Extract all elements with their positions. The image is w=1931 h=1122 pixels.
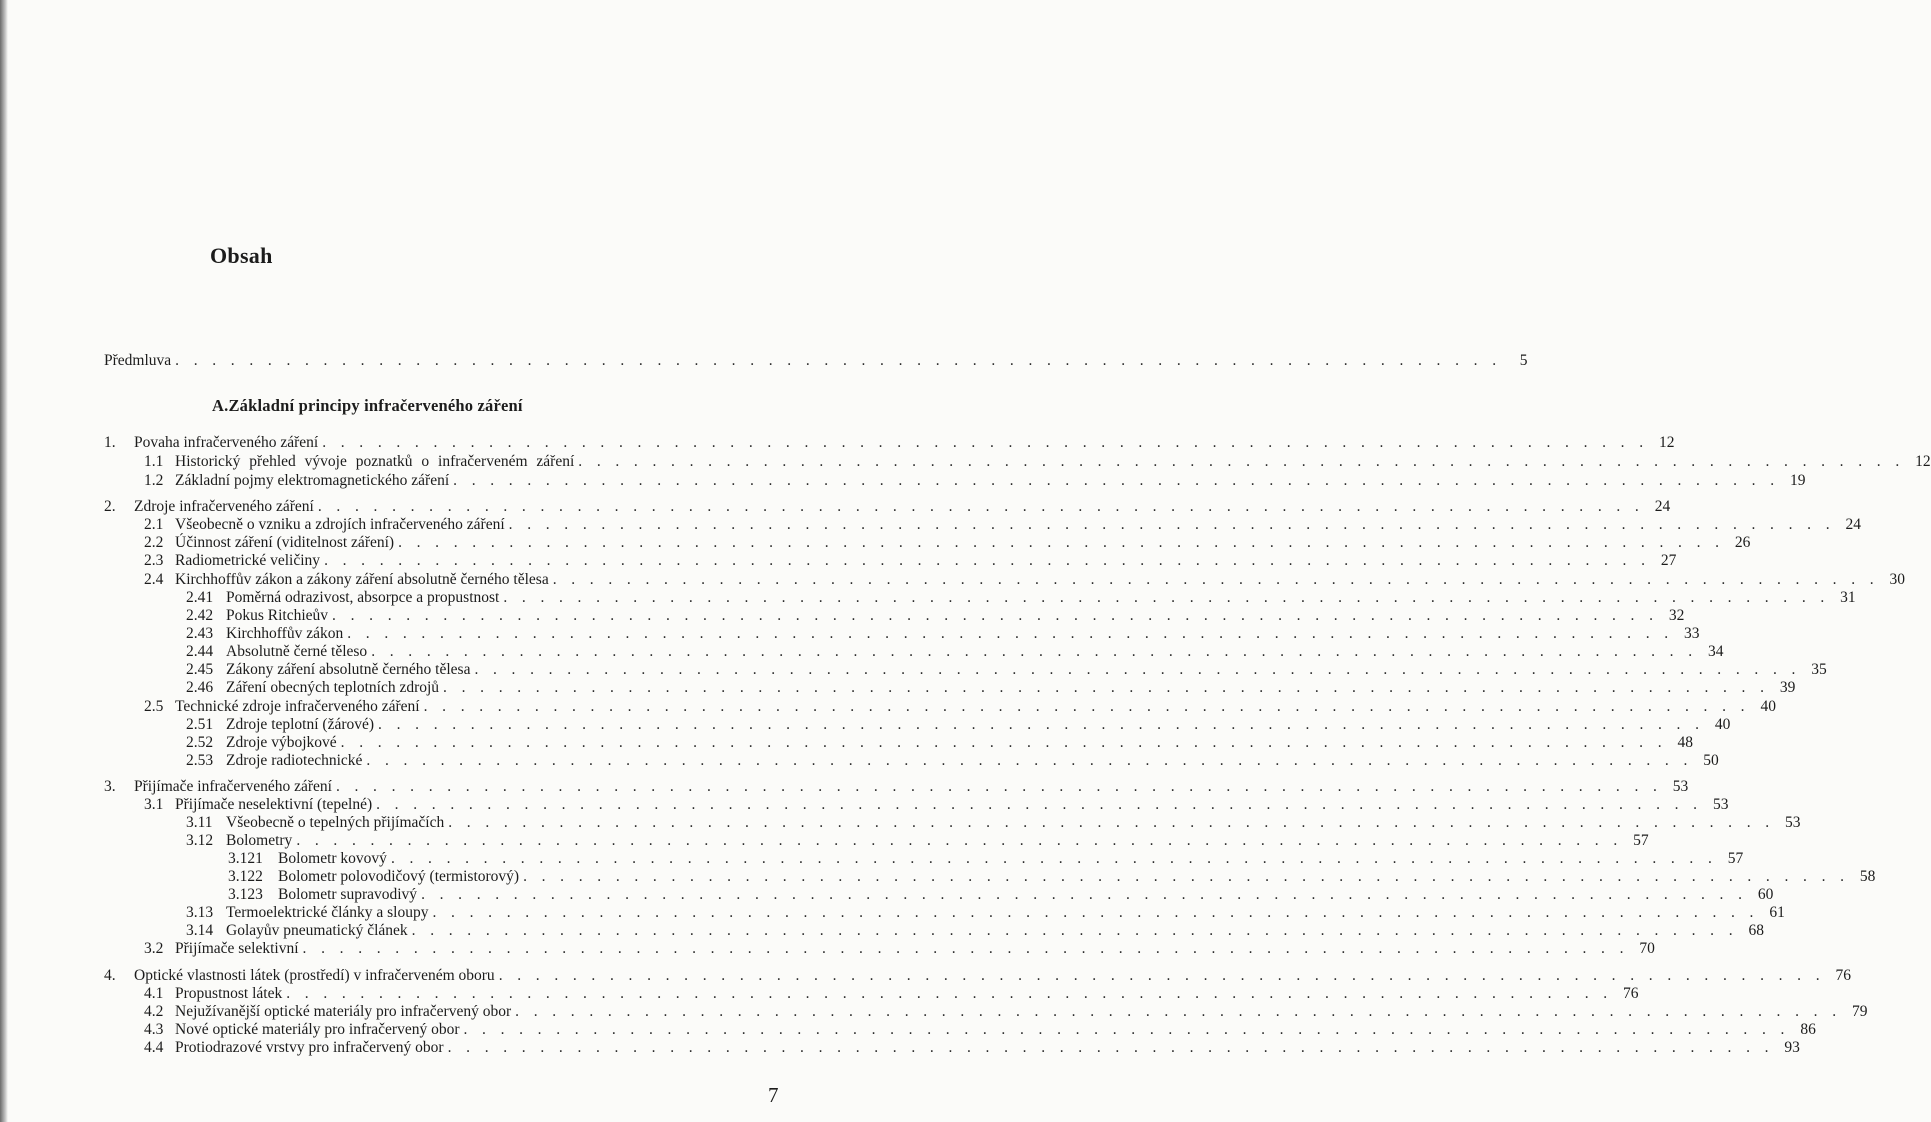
toc-entry-number: 3.2 bbox=[144, 940, 164, 957]
toc-entry-text: Zdroje výbojkové bbox=[226, 734, 337, 751]
toc-entry-number: 2.1 bbox=[144, 516, 164, 533]
toc-entry-number: 2.52 bbox=[186, 734, 214, 751]
page-number: 7 bbox=[768, 1083, 779, 1107]
toc-entry-page: 48 bbox=[1677, 734, 1693, 751]
toc-entry-number: 2.5 bbox=[144, 698, 164, 715]
toc-entry-number: 2.51 bbox=[186, 716, 214, 733]
toc-leader: . . . . . . . . . . . . . . . . . . . . . . . . . . . . . . . . . . . . . . . . . . . . . . . . . . . . . . . . . . . . . . . . . . . . . . . . bbox=[317, 498, 1645, 515]
toc-entry-number: 2.41 bbox=[186, 589, 214, 606]
toc-entry-text: Zákony záření absolutně černého tělesa bbox=[226, 661, 471, 678]
toc-entry-text: Všeobecně o tepelných přijímačích bbox=[226, 814, 445, 831]
toc-leader: . . . . . . . . . . . . . . . . . . . . . . . . . . . . . . . . . . . . . . . . . . . . . . . . . . . . . . . . . . . . . . . . . . . . . . . . bbox=[443, 679, 1770, 696]
toc-entry-text: Poměrná odrazivost, absorpce a propustnost bbox=[226, 589, 500, 606]
toc-section bbox=[104, 1002, 1868, 1021]
toc-leader: . . . . . . . . . . . . . . . . . . . . . . . . . . . . . . . . . . . . . . . . . . . . . . . . . . . . . . . . . . . . . . . . . . . . . . . . bbox=[286, 985, 1613, 1002]
toc-entry-number: 2.45 bbox=[186, 661, 214, 678]
toc-leader: . . . . . . . . . . . . . . . . . . . . . . . . . . . . . . . . . . . . . . . . . . . . . . . . . . . . . . . . . . . . . . . . . . . . . . . . bbox=[411, 922, 1738, 939]
toc-chapter bbox=[104, 433, 1675, 452]
toc-entry-text: Účinnost záření (viditelnost záření) bbox=[175, 534, 395, 551]
toc-leader: . . . . . . . . . . . . . . . . . . . . . . . . . . . . . . . . . . . . . . . . . . . . . . . . . . . . . . . . . . . . . . . . . . . . . . . . bbox=[371, 643, 1698, 660]
toc-section bbox=[104, 939, 1655, 958]
toc-entry-page: 93 bbox=[1784, 1039, 1800, 1056]
toc-entry-text: Zdroje teplotní (žárové) bbox=[226, 716, 375, 733]
toc-entry-text: Radiometrické veličiny bbox=[175, 552, 321, 569]
toc-entry-text: Bolometr polovodičový (termistorový) bbox=[278, 868, 520, 885]
toc-entry-text: Optické vlastnosti látek (prostředí) v infračerveném oboru bbox=[134, 967, 495, 984]
toc-entry-text: Historický přehled vývoje poznatků o infračerveném záření bbox=[175, 453, 575, 470]
toc-subsubsection bbox=[104, 867, 1876, 886]
toc-section bbox=[104, 1020, 1816, 1039]
toc-entry-page: 19 bbox=[1789, 472, 1806, 489]
toc-section bbox=[104, 570, 1906, 589]
toc-entry-page: 60 bbox=[1757, 886, 1774, 903]
toc-subsection bbox=[104, 831, 1649, 850]
toc-entry-text: Přijímače infračerveného záření bbox=[134, 778, 332, 795]
toc-leader: . . . . . . . . . . . . . . . . . . . . . . . . . . . . . . . . . . . . . . . . . . . . . . . . . . . . . . . . . . . . . . . . . . . . . . . . bbox=[376, 796, 1703, 813]
toc-entry-page: 53 bbox=[1712, 796, 1729, 813]
toc-entry-text: Termoelektrické články a sloupy bbox=[226, 904, 429, 921]
toc-subsection bbox=[104, 751, 1719, 770]
toc-leader: . . . . . . . . . . . . . . . . . . . . . . . . . . . . . . . . . . . . . . . . . . . . . . . . . . . . . . . . . . . . . . . . . . . . . . . . bbox=[515, 1003, 1842, 1020]
toc-leader: . . . . . . . . . . . . . . . . . . . . . . . . . . . . . . . . . . . . . . . . . . . . . . . . . . . . . . . . . . . . . . . . . . . . . . . . bbox=[508, 516, 1835, 533]
toc-entry-page: 30 bbox=[1889, 571, 1906, 588]
toc-entry-page: 39 bbox=[1779, 679, 1796, 696]
section-heading: A.Základní principy infračerveného záření bbox=[212, 396, 523, 415]
toc-leader: . . . . . . . . . . . . . . . . . . . . . . . . . . . . . . . . . . . . . . . . . . . . . . . . . . . . . . . . . . . . . . . . . . . . . . . . bbox=[347, 625, 1674, 642]
toc-entry-text: Základní pojmy elektromagnetického záření bbox=[175, 472, 450, 489]
toc-entry-page: 33 bbox=[1684, 625, 1700, 642]
toc-entry-number: 3.121 bbox=[228, 850, 263, 867]
toc-entry-page: 24 bbox=[1654, 498, 1671, 515]
toc-leader: . . . . . . . . . . . . . . . . . . . . . . . . . . . . . . . . . . . . . . . . . . . . . . . . . . . . . . . . . . . . . . . . . . . . . . . . bbox=[332, 607, 1659, 624]
toc-entry-text: Zdroje infračerveného záření bbox=[134, 498, 314, 515]
toc-section bbox=[104, 452, 1931, 471]
toc-entry-text: Bolometr supravodivý bbox=[278, 886, 418, 903]
toc-leader: . . . . . . . . . . . . . . . . . . . . . . . . . . . . . . . . . . . . . . . . . . . . . . . . . . . . . . . . . . . . . . . . . . . . . . . . bbox=[453, 472, 1780, 489]
toc-entry-number: 3.1 bbox=[144, 796, 164, 813]
toc-entry-number: 1.1 bbox=[144, 453, 164, 470]
toc-section bbox=[104, 533, 1751, 552]
toc-entry-number: 3.123 bbox=[228, 886, 263, 903]
toc-entry-text: Předmluva bbox=[104, 352, 172, 369]
toc-entry-text: Propustnost látek bbox=[175, 985, 283, 1002]
toc-entry-text: Golayův pneumatický článek bbox=[226, 922, 408, 939]
toc-entry-text: Nejužívanější optické materiály pro infračervený obor bbox=[175, 1003, 512, 1020]
toc-entry-text: Kirchhoffův zákon bbox=[226, 625, 344, 642]
toc-leader: . . . . . . . . . . . . . . . . . . . . . . . . . . . . . . . . . . . . . . . . . . . . . . . . . . . . . . . . . . . . . . . . . . . . . . . . bbox=[335, 778, 1663, 795]
toc-entry-number: 2.3 bbox=[144, 552, 164, 569]
toc-subsection bbox=[104, 733, 1693, 752]
toc-section bbox=[104, 471, 1806, 490]
toc-entry-page: 40 bbox=[1760, 698, 1776, 715]
toc-entry-page: 34 bbox=[1708, 643, 1724, 660]
toc-leader: . . . . . . . . . . . . . . . . . . . . . . . . . . . . . . . . . . . . . . . . . . . . . . . . . . . . . . . . . . . . . . . . . . . . . . . . bbox=[421, 886, 1748, 903]
toc-entry-page: 26 bbox=[1734, 534, 1751, 551]
toc-entry-page: 76 bbox=[1623, 985, 1639, 1002]
toc-entry-number: 4.3 bbox=[144, 1021, 164, 1038]
toc-section bbox=[104, 984, 1639, 1003]
toc-entry-page: 58 bbox=[1859, 868, 1876, 885]
toc-leader: . . . . . . . . . . . . . . . . . . . . . . . . . . . . . . . . . . . . . . . . . . . . . . . . . . . . . . . . . . . . . . . . . . . . . . . . bbox=[463, 1021, 1790, 1038]
toc-entry-page: 61 bbox=[1769, 904, 1785, 921]
toc-leader: . . . . . . . . . . . . . . . . . . . . . . . . . . . . . . . . . . . . . . . . . . . . . . . . . . . . . . . . . . . . . . . . . . . . . . . . bbox=[448, 814, 1775, 831]
toc-entry-text: Všeobecně o vzniku a zdrojích infračerveného záření bbox=[175, 516, 505, 533]
toc-section bbox=[104, 795, 1729, 814]
toc-entry-number: 4.1 bbox=[144, 985, 164, 1002]
toc-entry-page: 57 bbox=[1727, 850, 1744, 867]
toc-entry-text: Protiodrazové vrstvy pro infračervený obor bbox=[175, 1039, 444, 1056]
toc-entry-number: 2.53 bbox=[186, 752, 214, 769]
toc-entry-number: 4. bbox=[104, 967, 116, 984]
toc-section bbox=[104, 697, 1776, 716]
toc-entry-number: 2.4 bbox=[144, 571, 164, 588]
toc-leader: . . . . . . . . . . . . . . . . . . . . . . . . . . . . . . . . . . . . . . . . . . . . . . . . . . . . . . . . . . . . . . . . . . . . . . . . bbox=[340, 734, 1667, 751]
toc-subsection bbox=[104, 588, 1856, 607]
toc-entry-text: Nové optické materiály pro infračervený obor bbox=[175, 1021, 460, 1038]
toc-entry-number: 4.4 bbox=[144, 1039, 164, 1056]
toc-entry-page: 70 bbox=[1639, 940, 1655, 957]
toc-entry-page: 50 bbox=[1703, 752, 1719, 769]
toc-entry-number: 4.2 bbox=[144, 1003, 164, 1020]
toc-entry-page: 68 bbox=[1748, 922, 1764, 939]
toc-entry-text: Kirchhoffův zákon a zákony záření absolutně černého tělesa bbox=[175, 571, 549, 588]
toc-leader: . . . . . . . . . . . . . . . . . . . . . . . . . . . . . . . . . . . . . . . . . . . . . . . . . . . . . . . . . . . . . . . . . . . . . . . . bbox=[296, 832, 1623, 849]
toc-entry-text: Pokus Ritchieův bbox=[226, 607, 329, 624]
toc-entry-text: Záření obecných teplotních zdrojů bbox=[226, 679, 440, 696]
toc-leader: . . . . . . . . . . . . . . . . . . . . . . . . . . . . . . . . . . . . . . . . . . . . . . . . . . . . . . . . . . . . . . . . . . . . . . . . bbox=[578, 453, 1905, 470]
toc-subsubsection bbox=[104, 885, 1774, 904]
toc-entry-page: 24 bbox=[1845, 516, 1861, 533]
toc-subsection bbox=[104, 642, 1724, 661]
toc-entry-page: 12 bbox=[1659, 434, 1675, 451]
toc-subsection bbox=[104, 624, 1700, 643]
toc-entry-number: 1.2 bbox=[144, 472, 164, 489]
toc-leader: . . . . . . . . . . . . . . . . . . . . . . . . . . . . . . . . . . . . . . . . . . . . . . . . . . . . . . . . . . . . . . . . . . . . . . . . bbox=[552, 571, 1880, 588]
toc-entry-number: 3.122 bbox=[228, 868, 263, 885]
toc-subsection bbox=[104, 660, 1827, 679]
toc-subsection bbox=[104, 606, 1685, 625]
toc-entry-text: Přijímače neselektivní (tepelné) bbox=[175, 796, 373, 813]
toc-entry-page: 5 bbox=[1519, 352, 1528, 369]
toc-chapter bbox=[104, 966, 1852, 985]
toc-chapter bbox=[104, 777, 1689, 796]
toc-subsection bbox=[104, 903, 1785, 922]
toc-entry-number: 2.2 bbox=[144, 534, 164, 551]
toc-entry-number: 2.44 bbox=[186, 643, 214, 660]
page-title: Obsah bbox=[210, 243, 273, 268]
toc-entry-page: 57 bbox=[1633, 832, 1649, 849]
toc-entry-text: Absolutně černé těleso bbox=[226, 643, 368, 660]
toc-entry-page: 27 bbox=[1660, 552, 1677, 569]
toc-entry-page: 53 bbox=[1672, 778, 1689, 795]
toc-entry-page: 40 bbox=[1714, 716, 1731, 733]
toc-leader: . . . . . . . . . . . . . . . . . . . . . . . . . . . . . . . . . . . . . . . . . . . . . . . . . . . . . . . . . . . . . . . . . . . . . . . . bbox=[324, 552, 1651, 569]
toc-entry-number: 3.12 bbox=[186, 832, 214, 849]
toc-leader: . . . . . . . . . . . . . . . . . . . . . . . . . . . . . . . . . . . . . . . . . . . . . . . . . . . . . . . . . . . . . . . . . . . . . . . . bbox=[432, 904, 1759, 921]
toc-entry-page: 32 bbox=[1668, 607, 1685, 624]
toc-entry-number: 3.14 bbox=[186, 922, 214, 939]
toc-entry-number: 2. bbox=[104, 498, 116, 515]
toc-leader: . . . . . . . . . . . . . . . . . . . . . . . . . . . . . . . . . . . . . . . . . . . . . . . . . . . . . . . . . . . . . . . . . . . . . . . . bbox=[423, 698, 1750, 715]
toc-entry-text: Povaha infračerveného záření bbox=[134, 434, 319, 451]
toc-entry-number: 2.46 bbox=[186, 679, 214, 696]
toc-subsection bbox=[104, 715, 1731, 734]
toc-entry-text: Bolometry bbox=[226, 832, 293, 849]
toc-entry-number: 2.42 bbox=[186, 607, 214, 624]
toc-leader: . . . . . . . . . . . . . . . . . . . . . . . . . . . . . . . . . . . . . . . . . . . . . . . . . . . . . . . . . . . . . . . . . . . . . . . . bbox=[503, 589, 1830, 606]
toc-entry-number: 1. bbox=[104, 434, 116, 451]
toc-subsection bbox=[104, 813, 1801, 832]
toc-entry-page: 86 bbox=[1800, 1021, 1816, 1038]
toc-subsection bbox=[104, 678, 1796, 697]
toc-leader: . . . . . . . . . . . . . . . . . . . . . . . . . . . . . . . . . . . . . . . . . . . . . . . . . . . . . . . . . . . . . . . . . . . . . . . . bbox=[366, 752, 1693, 769]
toc-entry-page: 31 bbox=[1840, 589, 1856, 606]
toc-subsubsection bbox=[104, 849, 1744, 868]
toc-leader: . . . . . . . . . . . . . . . . . . . . . . . . . . . . . . . . . . . . . . . . . . . . . . . . . . . . . . . . . . . . . . . . . . . . . . . . bbox=[474, 661, 1801, 678]
toc-leader: . . . . . . . . . . . . . . . . . . . . . . . . . . . . . . . . . . . . . . . . . . . . . . . . . . . . . . . . . . . . . . . . . . . . . . . . bbox=[498, 967, 1826, 984]
toc-leader: . . . . . . . . . . . . . . . . . . . . . . . . . . . . . . . . . . . . . . . . . . . . . . . . . . . . . . . . . . . . . . . . . . . . . . . . bbox=[390, 850, 1718, 867]
toc-entry-page: 35 bbox=[1811, 661, 1827, 678]
toc-entry-page: 12 bbox=[1915, 453, 1931, 470]
toc-section bbox=[104, 515, 1861, 534]
toc-entry-text: Bolometr kovový bbox=[278, 850, 387, 867]
book-spine-shadow bbox=[0, 0, 8, 1122]
toc-subsection bbox=[104, 921, 1764, 940]
toc-leader: . . . . . . . . . . . . . . . . . . . . . . . . . . . . . . . . . . . . . . . . . . . . . . . . . . . . . . . . . . . . . . . . . . . . . . . . bbox=[398, 534, 1725, 551]
toc-entry-page: 53 bbox=[1785, 814, 1801, 831]
toc-chapter bbox=[104, 497, 1671, 516]
toc-leader: . . . . . . . . . . . . . . . . . . . . . . . . . . . . . . . . . . . . . . . . . . . . . . . . . . . . . . . . . . . . . . . . . . . . . . . . bbox=[302, 940, 1629, 957]
toc-entry-number: 2.43 bbox=[186, 625, 214, 642]
toc-leader: . . . . . . . . . . . . . . . . . . . . . . . . . . . . . . . . . . . . . . . . . . . . . . . . . . . . . . . . . . . . . . . . . . . . . . . . bbox=[378, 716, 1705, 733]
toc-entry-number: 3.13 bbox=[186, 904, 214, 921]
toc-section bbox=[104, 1038, 1800, 1057]
toc-section bbox=[104, 551, 1677, 570]
toc-leader: . . . . . . . . . . . . . . . . . . . . . . . . . . . . . . . . . . . . . . . . . . . . . . . . . . . . . . . . . . . . . . . . . . . . . . . . bbox=[447, 1039, 1774, 1056]
toc-entry-page: 76 bbox=[1835, 967, 1852, 984]
toc-entry-text: Přijímače selektivní bbox=[175, 940, 299, 957]
toc-leader: . . . . . . . . . . . . . . . . . . . . . . . . . . . . . . . . . . . . . . . . . . . . . . . . . . . . . . . . . . . . . . . . . . . . . . . . bbox=[175, 352, 1502, 369]
toc-entry bbox=[104, 351, 1528, 370]
toc-leader: . . . . . . . . . . . . . . . . . . . . . . . . . . . . . . . . . . . . . . . . . . . . . . . . . . . . . . . . . . . . . . . . . . . . . . . . bbox=[523, 868, 1850, 885]
toc-leader: . . . . . . . . . . . . . . . . . . . . . . . . . . . . . . . . . . . . . . . . . . . . . . . . . . . . . . . . . . . . . . . . . . . . . . . . bbox=[322, 434, 1649, 451]
toc-entry-number: 3. bbox=[104, 778, 116, 795]
toc-entry-page: 79 bbox=[1851, 1003, 1868, 1020]
toc-entry-number: 3.11 bbox=[186, 814, 213, 831]
toc-entry-text: Technické zdroje infračerveného záření bbox=[175, 698, 420, 715]
toc-entry-text: Zdroje radiotechnické bbox=[226, 752, 363, 769]
